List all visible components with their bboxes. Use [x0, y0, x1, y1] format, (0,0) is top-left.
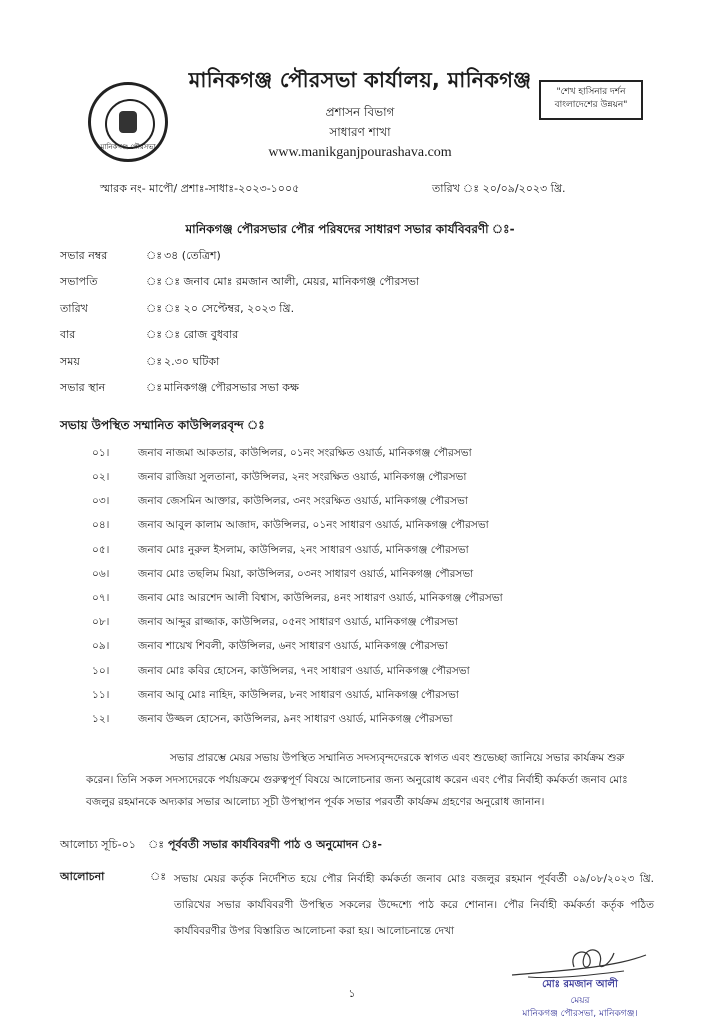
- info-value: ২.৩০ ঘটিকা: [164, 355, 220, 368]
- councillor-number: ১২।: [92, 713, 110, 725]
- meeting-info-row: [60, 300, 660, 320]
- info-value: ঃ জনাব মোঃ রমজান আলী, মেয়র, মানিকগঞ্জ পৌরসভা: [164, 275, 420, 288]
- councillor-number: ১০।: [92, 665, 110, 677]
- councillor-text: জনাব মোঃ আরশেদ আলী বিশ্বাস, কাউন্সিলর, ৪নং সাধারণ ওয়ার্ড, মানিকগঞ্জ পৌরসভা: [138, 592, 503, 604]
- agenda-label: আলোচ্য সূচি-০১: [60, 838, 136, 851]
- councillor-row: [92, 591, 652, 611]
- councillor-number: ০৬।: [92, 568, 110, 580]
- councillor-text: জনাব মোঃ তছলিম মিয়া, কাউন্সিলর, ০৩নং সাধারণ ওয়ার্ড, মানিকগঞ্জ পৌরসভা: [138, 568, 474, 580]
- document-subject: মানিকগঞ্জ পৌরসভার পৌর পরিষদের সাধারণ সভার কার্যবিবরণী ঃ-: [185, 222, 515, 236]
- info-separator: ঃ: [146, 275, 163, 288]
- councillor-text: জনাব রাজিয়া সুলতানা, কাউন্সিলর, ২নং সংরক্ষিত ওয়ার্ড, মানিকগঞ্জ পৌরসভা: [138, 471, 467, 483]
- councillor-text: জনাব উজ্জল হোসেন, কাউন্সিলর, ৯নং সাধারণ ওয়ার্ড, মানিকগঞ্জ পৌরসভা: [138, 713, 453, 725]
- agenda-item-title: পূর্ববর্তী সভার কার্যবিবরণী পাঠ ও অনুমোদন ঃ-: [168, 838, 382, 851]
- meeting-info-row: [60, 353, 660, 373]
- info-value: ঃ রোজ বুধবার: [164, 328, 239, 341]
- councillor-text: জনাব আবু মোঃ নাহিদ, কাউন্সিলর, ৮নং সাধারণ ওয়ার্ড, মানিকগঞ্জ পৌরসভা: [138, 689, 459, 701]
- signatory-office: মানিকগঞ্জ পৌরসভা, মানিকগঞ্জ।: [522, 1009, 638, 1019]
- info-separator: ঃ: [146, 249, 163, 262]
- info-label: সভার নম্বর: [60, 249, 108, 262]
- councillor-row: [92, 615, 652, 635]
- info-separator: ঃ: [146, 328, 163, 341]
- councillors-heading: সভায় উপস্থিত সম্মানিত কাউন্সিলরবৃন্দ ঃ: [60, 418, 265, 432]
- page-number: ১: [348, 987, 356, 1000]
- slogan-line-1: "শেখ হাসিনার দর্শন: [556, 87, 626, 97]
- slogan-box: [539, 80, 643, 120]
- slogan-line-2: বাংলাদেশের উন্নয়ন": [554, 100, 628, 110]
- info-separator: ঃ: [146, 302, 163, 315]
- councillor-number: ০৯।: [92, 640, 110, 652]
- councillor-number: ০৪।: [92, 519, 110, 531]
- councillor-number: ০২।: [92, 471, 110, 483]
- info-separator: ঃ: [146, 381, 163, 394]
- meeting-info-row: [60, 273, 660, 293]
- councillor-row: [92, 688, 652, 708]
- info-label: তারিখ: [60, 302, 88, 315]
- meeting-info-row: [60, 326, 660, 346]
- seal-emblem-icon: [105, 99, 155, 149]
- councillor-number: ০৫।: [92, 544, 110, 556]
- councillor-row: [92, 543, 652, 563]
- signatory-name: মোঃ রমজান আলী: [542, 979, 618, 990]
- councillor-number: ০৭।: [92, 592, 110, 604]
- branch-name: সাধারণ শাখা: [329, 125, 391, 139]
- councillor-text: জনাব আবুল কালাম আজাদ, কাউন্সিলর, ০১নং সাধারণ ওয়ার্ড, মানিকগঞ্জ পৌরসভা: [138, 519, 489, 531]
- info-label: সভার স্থান: [60, 381, 106, 394]
- councillor-number: ১১।: [92, 689, 110, 701]
- councillor-row: [92, 446, 652, 466]
- councillor-row: [92, 494, 652, 514]
- info-value: ঃ ২০ সেপ্টেম্বর, ২০২৩ খ্রি.: [164, 302, 295, 315]
- info-separator: ঃ: [146, 355, 163, 368]
- discussion-text: সভায় মেয়র কর্তৃক নির্দেশিত হয়ে পৌর নির্বাহী কর্মকর্তা জনাব মোঃ বজলুর রহমান পূর্ববর্তী ০৯/০৮/২০২৩ খ্রি. তারিখের সভার কার্যবিবরণী উপস্থিত সকলের উদ্দেশ্যে পাঠ করে শোনান। পৌর নির্বাহী কর্মকর্তা কর্তৃক পঠিত কার্যবিবরণীর উপর বিস্তারিত আলোচনা করা হয়। আলোচনান্তে দেখা: [174, 873, 654, 937]
- councillor-row: [92, 712, 652, 732]
- info-value: ৩৪ (তেত্রিশ): [164, 249, 221, 262]
- intro-text: সভার প্রারম্ভে মেয়র সভায় উপস্থিত সম্মানিত সদস্যবৃন্দদেরকে স্বাগত এবং শুভেচ্ছা জানিয়ে সভার কার্যক্রম শুরু করেন। তিনি সকল সদস্যদেরকে পর্যায়ক্রমে গুরুত্বপূর্ণ বিষয়ে আলোচনার জন্য অনুরোধ করেন এবং পৌর নির্বাহী কর্মকর্তা জনাব মোঃ বজলুর রহমানকে অদ্যকার সভার আলোচ্য সূচী উপস্থাপন পূর্বক সভার পরবর্তী কার্যক্রম গ্রহণের অনুরোধ জানান।: [86, 752, 628, 808]
- councillor-text: জনাব আব্দুর রাজ্জাক, কাউন্সিলর, ০৫নং সাধারণ ওয়ার্ড, মানিকগঞ্জ পৌরসভা: [138, 616, 458, 628]
- municipality-seal: [88, 82, 168, 162]
- agenda-separator: ঃ: [148, 838, 165, 851]
- info-label: সভাপতি: [60, 275, 98, 288]
- councillor-text: জনাব শায়েখ শিবলী, কাউন্সিলর, ৬নং সাধারণ ওয়ার্ড, মানিকগঞ্জ পৌরসভা: [138, 640, 448, 652]
- councillor-text: জনাব জেসমিন আক্তার, কাউন্সিলর, ৩নং সংরক্ষিত ওয়ার্ড, মানিকগঞ্জ পৌরসভা: [138, 495, 468, 507]
- councillor-text: জনাব মোঃ নুরুল ইসলাম, কাউন্সিলর, ২নং সাধারণ ওয়ার্ড, মানিকগঞ্জ পৌরসভা: [138, 544, 469, 556]
- councillor-text: জনাব নাজমা আকতার, কাউন্সিলর, ০১নং সংরক্ষিত ওয়ার্ড, মানিকগঞ্জ পৌরসভা: [138, 447, 472, 459]
- intro-paragraph: [86, 747, 646, 813]
- info-label: বার: [60, 328, 76, 341]
- info-label: সময়: [60, 355, 80, 368]
- councillor-row: [92, 470, 652, 490]
- discussion-label: আলোচনা: [60, 870, 105, 883]
- memo-date: তারিখ ঃ ২০/০৯/২০২৩ খ্রি.: [432, 182, 566, 195]
- councillor-row: [92, 567, 652, 587]
- meeting-info-row: [60, 379, 660, 399]
- seal-text: মানিকগঞ্জ পৌরসভা: [100, 143, 156, 151]
- councillor-text: জনাব মোঃ কবির হোসেন, কাউন্সিলর, ৭নং সাধারণ ওয়ার্ড, মানিকগঞ্জ পৌরসভা: [138, 665, 470, 677]
- councillor-row: [92, 639, 652, 659]
- councillor-number: ০৮।: [92, 616, 110, 628]
- councillor-row: [92, 664, 652, 684]
- office-title: মানিকগঞ্জ পৌরসভা কার্যালয়, মানিকগঞ্জ: [188, 68, 532, 92]
- website-link[interactable]: www.manikganjpourashava.com: [268, 145, 452, 160]
- memo-reference: স্মারক নং- মাপৌ/ প্রশাঃ-সাধাঃ-২০২৩-১০০৫: [100, 182, 300, 195]
- department-name: প্রশাসন বিভাগ: [325, 105, 395, 119]
- councillor-number: ০১।: [92, 447, 110, 459]
- info-value: মানিকগঞ্জ পৌরসভার সভা কক্ষ: [164, 381, 299, 394]
- meeting-info-row: [60, 247, 660, 267]
- discussion-separator: ঃ: [150, 870, 167, 883]
- councillor-row: [92, 518, 652, 538]
- councillor-number: ০৩।: [92, 495, 110, 507]
- signatory-role: মেয়র: [570, 996, 590, 1006]
